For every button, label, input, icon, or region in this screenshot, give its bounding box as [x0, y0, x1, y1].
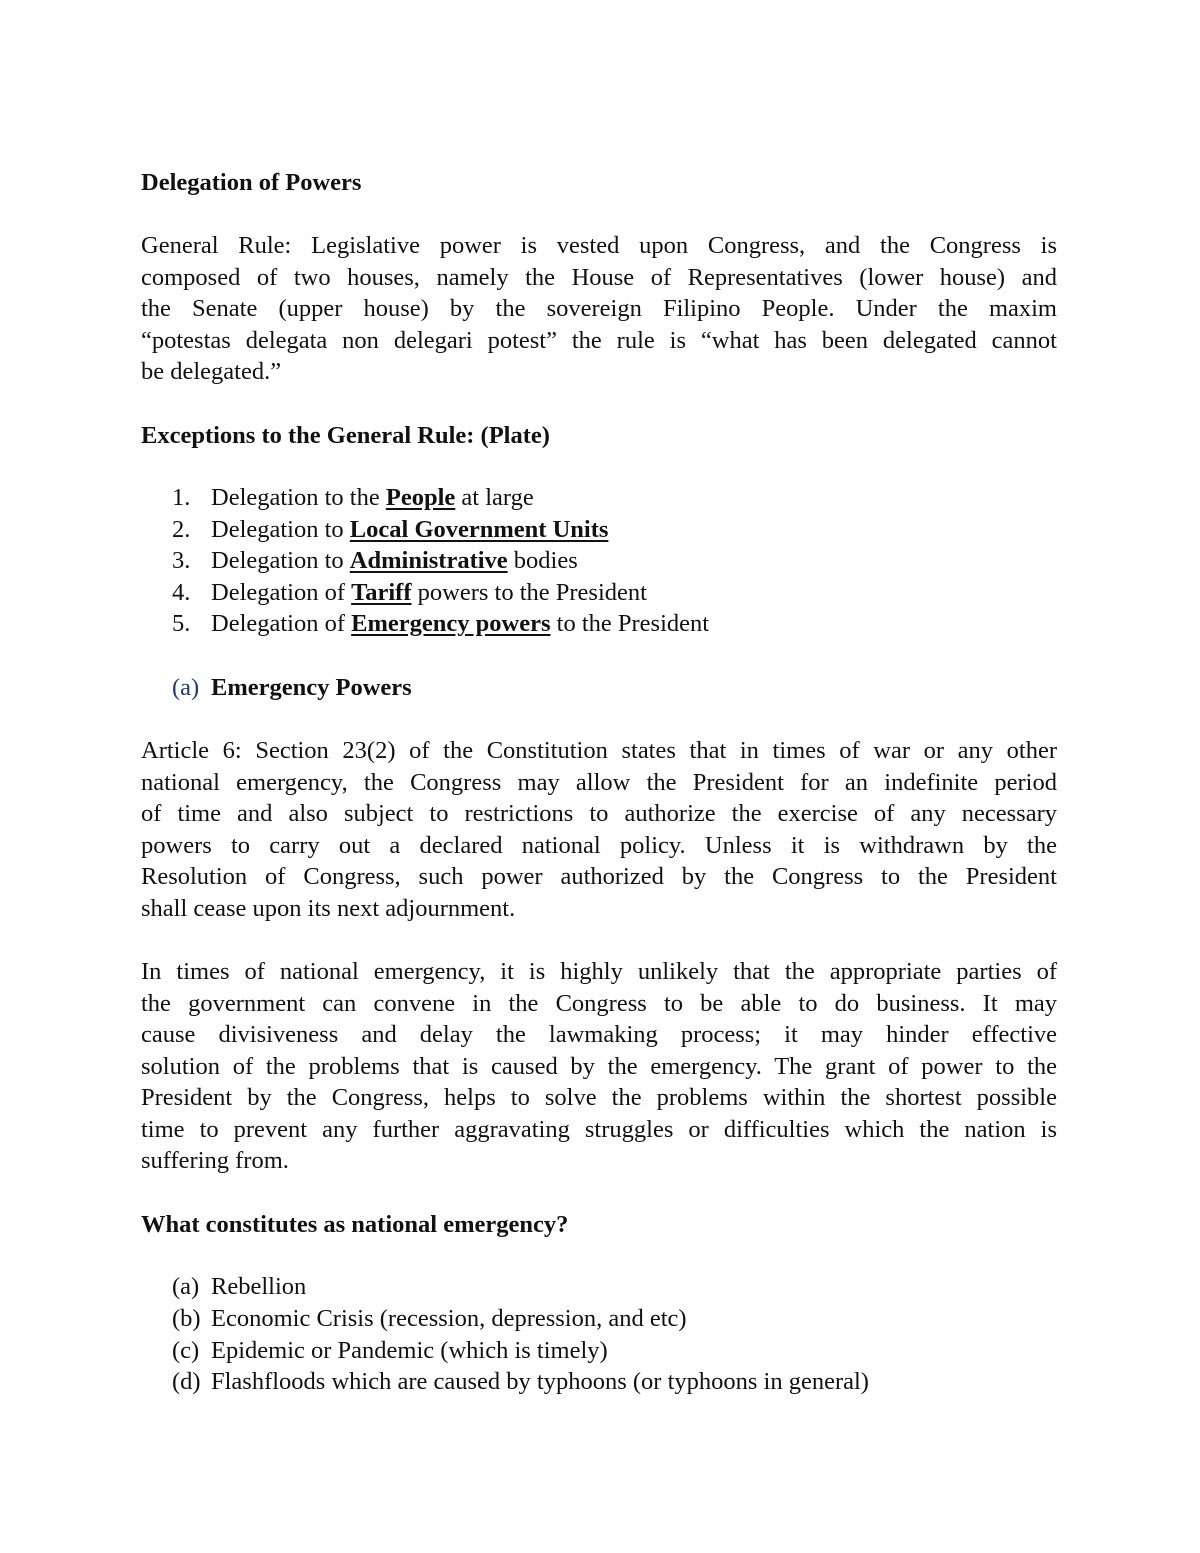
general-rule-line: the Senate (upper house) by the sovereign Filipino People. Under the maxim: [141, 295, 1057, 322]
list-number: 3.: [172, 547, 191, 574]
article-line: of time and also subject to restrictions to authorize the exercise of any necessary: [141, 800, 1057, 827]
list-number: 5.: [172, 610, 191, 637]
emergency-line: suffering from.: [141, 1147, 289, 1174]
list-number: 2.: [172, 516, 191, 543]
list-item-text: [211, 609, 709, 639]
list-letter: (b): [172, 1305, 201, 1332]
list-letter: (d): [172, 1368, 201, 1395]
article-line: powers to carry out a declared national policy. Unless it is withdrawn by the: [141, 832, 1057, 859]
emergency-line: solution of the problems that is caused by the emergency. The grant of power to the: [141, 1053, 1057, 1080]
list-item-text: [211, 578, 647, 608]
list-item-text: Economic Crisis (recession, depression, and etc): [211, 1305, 687, 1332]
emergency-line: In times of national emergency, it is highly unlikely that the appropriate parties of: [141, 958, 1057, 985]
list-item-text: [211, 515, 608, 545]
list-item-text: [211, 546, 578, 576]
list-item-pre: Delegation to the: [211, 484, 386, 511]
list-item-keyword: Local Government Units: [349, 516, 609, 543]
page-title: Delegation of Powers: [141, 169, 362, 196]
general-rule-line: General Rule: Legislative power is vested upon Congress, and the Congress is: [141, 232, 1057, 259]
emergency-line: the government can convene in the Congress to be able to do business. It may: [141, 990, 1057, 1017]
list-item-post: powers to the President: [411, 579, 647, 606]
general-rule-line: composed of two houses, namely the House of Representatives (lower house) and: [141, 264, 1057, 291]
emergency-line: time to prevent any further aggravating struggles or difficulties which the nation is: [141, 1116, 1057, 1143]
list-item-post: at large: [455, 484, 534, 511]
sub-heading-letter: (a): [172, 674, 200, 701]
list-item-keyword: Administrative: [349, 547, 508, 574]
emergency-line: President by the Congress, helps to solve the problems within the shortest possible: [141, 1084, 1057, 1111]
list-item-post: to the President: [550, 610, 710, 637]
list-item-text: Rebellion: [211, 1273, 307, 1300]
list-letter: (a): [172, 1273, 200, 1300]
list-item-pre: Delegation of: [211, 579, 352, 606]
question-heading: What constitutes as national emergency?: [141, 1211, 569, 1238]
list-letter: (c): [172, 1337, 200, 1364]
list-item-post: bodies: [507, 547, 578, 574]
article-line: national emergency, the Congress may allow the President for an indefinite period: [141, 769, 1057, 796]
list-number: 4.: [172, 579, 191, 606]
general-rule-line: “potestas delegata non delegari potest” the rule is “what has been delegated cannot: [141, 327, 1057, 354]
general-rule-line: be delegated.”: [141, 358, 282, 385]
article-line: shall cease upon its next adjournment.: [141, 895, 516, 922]
list-number: 1.: [172, 484, 191, 511]
emergency-line: cause divisiveness and delay the lawmaking process; it may hinder effective: [141, 1021, 1057, 1048]
list-item-text: Flashfloods which are caused by typhoons (or typhoons in general): [211, 1368, 869, 1395]
list-item-keyword: Emergency powers: [351, 610, 551, 637]
list-item-keyword: Tariff: [351, 579, 412, 606]
list-item-pre: Delegation of: [211, 610, 352, 637]
article-line: Article 6: Section 23(2) of the Constitution states that in times of war or any other: [141, 737, 1057, 764]
sub-heading-text: Emergency Powers: [211, 674, 412, 701]
list-item-text: Epidemic or Pandemic (which is timely): [211, 1337, 608, 1364]
list-item-pre: Delegation to: [211, 547, 350, 574]
list-item-text: [211, 483, 534, 513]
exceptions-heading: Exceptions to the General Rule: (Plate): [141, 422, 550, 449]
list-item-keyword: People: [385, 484, 456, 511]
list-item-pre: Delegation to: [211, 516, 350, 543]
article-line: Resolution of Congress, such power authorized by the Congress to the President: [141, 863, 1057, 890]
